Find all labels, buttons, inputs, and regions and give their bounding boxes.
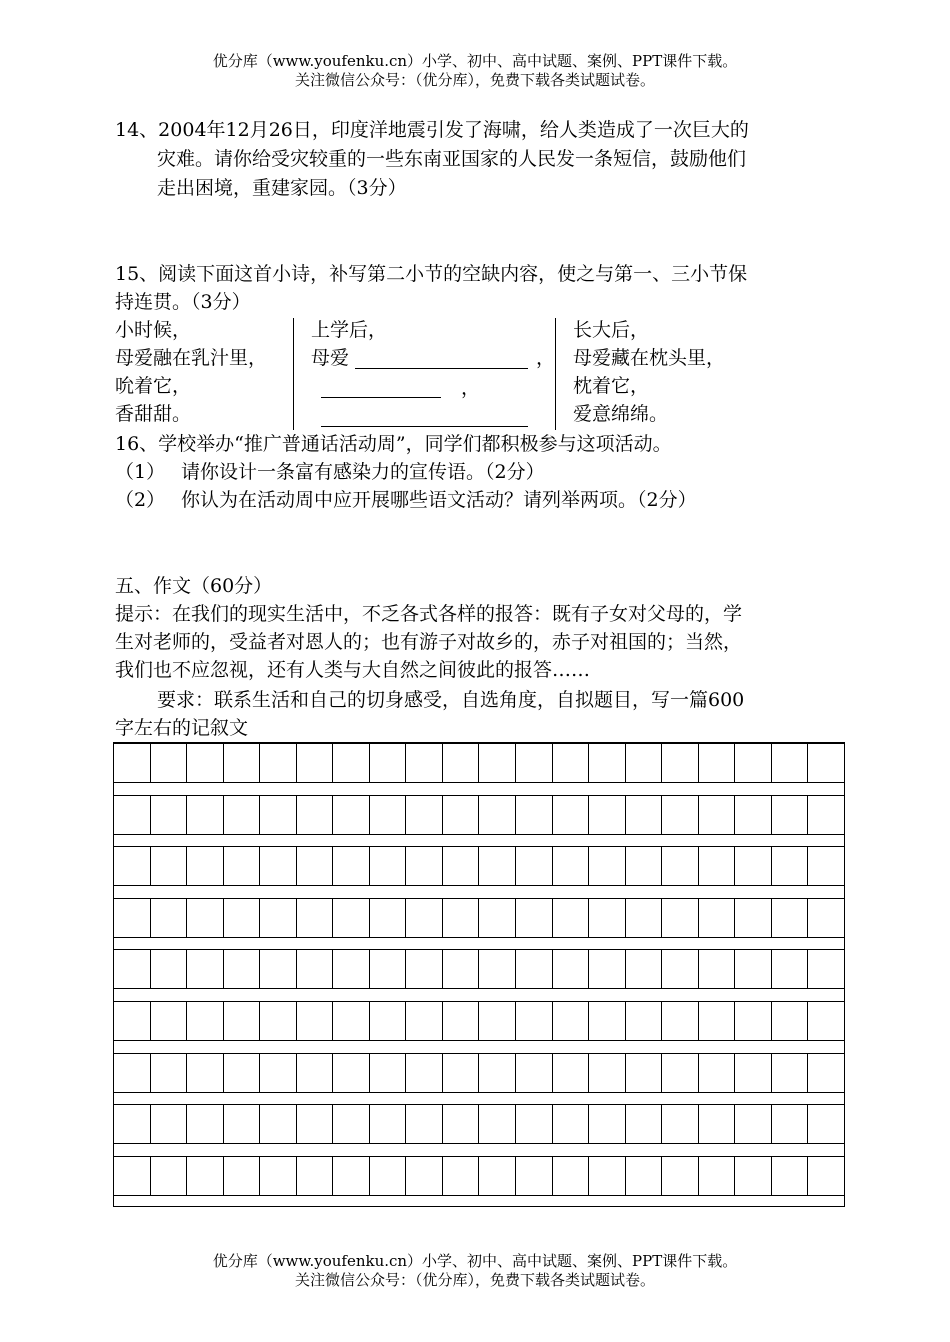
grid-cell[interactable] <box>808 1157 844 1195</box>
grid-cell[interactable] <box>699 847 736 885</box>
poem-col3-line-2: 母爱藏在枕头里， <box>573 347 726 369</box>
grid-row <box>114 795 844 835</box>
grid-cell[interactable] <box>772 847 809 885</box>
grid-cell[interactable] <box>151 899 188 937</box>
grid-cell[interactable] <box>662 847 699 885</box>
grid-cell[interactable] <box>443 1157 480 1195</box>
grid-cell[interactable] <box>333 1105 370 1143</box>
grid-cell[interactable] <box>333 847 370 885</box>
grid-cell[interactable] <box>626 1054 663 1092</box>
grid-cell[interactable] <box>151 796 188 834</box>
grid-cell[interactable] <box>553 744 590 782</box>
grid-cell[interactable] <box>406 1054 443 1092</box>
grid-cell[interactable] <box>553 1054 590 1092</box>
header-line-2: 关注微信公众号：（优分库），免费下载各类试题试卷。 <box>294 71 655 89</box>
q15-line-2: 持连贯。（3分） <box>115 291 251 313</box>
grid-cell[interactable] <box>479 950 516 988</box>
grid-cell[interactable] <box>151 950 188 988</box>
grid-cell[interactable] <box>662 744 699 782</box>
grid-cell[interactable] <box>662 1002 699 1040</box>
grid-cell[interactable] <box>260 1002 297 1040</box>
grid-cell[interactable] <box>260 1054 297 1092</box>
poem-divider-1 <box>293 318 294 430</box>
grid-cell[interactable] <box>735 847 772 885</box>
grid-cell[interactable] <box>808 950 844 988</box>
grid-cell[interactable] <box>406 1157 443 1195</box>
grid-cell[interactable] <box>260 1105 297 1143</box>
grid-cell[interactable] <box>808 744 844 782</box>
composition-requirement-line-1: 要求：联系生活和自己的切身感受，自选角度，自拟题目，写一篇600 <box>157 689 745 711</box>
composition-writing-grid[interactable] <box>113 742 845 1207</box>
grid-cell[interactable] <box>772 1157 809 1195</box>
q14-line-1: 14、2004年12月26日，印度洋地震引发了海啸，给人类造成了一次巨大的 <box>115 119 749 141</box>
grid-cell[interactable] <box>699 950 736 988</box>
grid-cell[interactable] <box>479 744 516 782</box>
grid-cell[interactable] <box>297 950 334 988</box>
poem-col3-line-3: 枕着它， <box>573 375 650 397</box>
grid-cell[interactable] <box>297 847 334 885</box>
grid-cell[interactable] <box>626 1002 663 1040</box>
grid-cell[interactable] <box>735 950 772 988</box>
grid-cell[interactable] <box>516 847 553 885</box>
poem-col2-line-2-prefix: 母爱 <box>311 347 350 369</box>
grid-cell[interactable] <box>370 950 407 988</box>
grid-cell[interactable] <box>224 796 261 834</box>
poem-col3-line-4: 爱意绵绵。 <box>573 403 669 425</box>
q16-item-2-text: 你认为在活动周中应开展哪些语文活动？请列举两项。（2分） <box>181 489 697 511</box>
grid-cell[interactable] <box>516 744 553 782</box>
grid-cell[interactable] <box>333 950 370 988</box>
grid-cell[interactable] <box>589 1105 626 1143</box>
grid-cell[interactable] <box>406 950 443 988</box>
grid-cell[interactable] <box>260 744 297 782</box>
grid-cell[interactable] <box>443 1054 480 1092</box>
grid-cell[interactable] <box>772 1105 809 1143</box>
grid-cell[interactable] <box>808 899 844 937</box>
grid-cell[interactable] <box>479 899 516 937</box>
grid-cell[interactable] <box>151 1157 188 1195</box>
poem-blank-3[interactable] <box>321 426 528 427</box>
grid-cell[interactable] <box>443 1002 480 1040</box>
poem-col1-line-2: 母爱融在乳汁里， <box>115 347 268 369</box>
poem-divider-2 <box>555 318 556 430</box>
grid-cell[interactable] <box>699 1157 736 1195</box>
grid-cell[interactable] <box>479 847 516 885</box>
poem-col2-line-1: 上学后， <box>311 319 388 341</box>
grid-cell[interactable] <box>662 899 699 937</box>
grid-cell[interactable] <box>114 847 151 885</box>
grid-cell[interactable] <box>589 1157 626 1195</box>
poem-blank-1[interactable] <box>355 368 528 369</box>
grid-cell[interactable] <box>224 847 261 885</box>
grid-cell[interactable] <box>333 796 370 834</box>
composition-hint-line-2: 生对老师的，受益者对恩人的；也有游子对故乡的，赤子对祖国的；当然， <box>115 631 743 653</box>
grid-cell[interactable] <box>151 744 188 782</box>
q15-line-1: 15、阅读下面这首小诗，补写第二小节的空缺内容，使之与第一、三小节保 <box>115 263 748 285</box>
grid-cell[interactable] <box>772 796 809 834</box>
grid-cell[interactable] <box>699 899 736 937</box>
grid-row <box>114 1001 844 1041</box>
grid-row <box>114 1053 844 1093</box>
grid-cell[interactable] <box>297 1105 334 1143</box>
grid-cell[interactable] <box>370 1002 407 1040</box>
q16-item-1-number: （1） <box>115 461 166 483</box>
poem-col2-line-2-suffix: ， <box>536 347 556 369</box>
grid-cell[interactable] <box>333 1054 370 1092</box>
grid-cell[interactable] <box>260 796 297 834</box>
grid-cell[interactable] <box>406 899 443 937</box>
grid-cell[interactable] <box>699 1105 736 1143</box>
grid-cell[interactable] <box>370 1054 407 1092</box>
grid-cell[interactable] <box>553 1157 590 1195</box>
q14-line-3: 走出困境，重建家园。（3分） <box>157 177 407 199</box>
grid-cell[interactable] <box>151 1105 188 1143</box>
grid-cell[interactable] <box>297 1002 334 1040</box>
grid-cell[interactable] <box>589 847 626 885</box>
grid-cell[interactable] <box>224 1157 261 1195</box>
grid-cell[interactable] <box>626 847 663 885</box>
poem-col3-line-1: 长大后， <box>573 319 650 341</box>
grid-cell[interactable] <box>333 1157 370 1195</box>
grid-cell[interactable] <box>662 1054 699 1092</box>
poem-col1-line-1: 小时候， <box>115 319 192 341</box>
grid-cell[interactable] <box>370 1157 407 1195</box>
q14-line-2: 灾难。请你给受灾较重的一些东南亚国家的人民发一条短信，鼓励他们 <box>157 148 747 170</box>
grid-cell[interactable] <box>370 1105 407 1143</box>
grid-cell[interactable] <box>187 1054 224 1092</box>
grid-cell[interactable] <box>333 1002 370 1040</box>
grid-cell[interactable] <box>406 1105 443 1143</box>
grid-cell[interactable] <box>479 1002 516 1040</box>
grid-cell[interactable] <box>333 899 370 937</box>
grid-cell[interactable] <box>735 796 772 834</box>
footer-line-2: 关注微信公众号：（优分库），免费下载各类试题试卷。 <box>294 1271 655 1289</box>
grid-cell[interactable] <box>297 1157 334 1195</box>
grid-cell[interactable] <box>735 1054 772 1092</box>
grid-cell[interactable] <box>735 1105 772 1143</box>
page-footer <box>0 1252 950 1290</box>
grid-cell[interactable] <box>260 1157 297 1195</box>
grid-cell[interactable] <box>406 796 443 834</box>
page-header <box>0 52 950 90</box>
grid-cell[interactable] <box>699 796 736 834</box>
grid-cell[interactable] <box>516 950 553 988</box>
grid-cell[interactable] <box>151 1054 188 1092</box>
composition-requirement-line-2: 字左右的记叙文 <box>115 717 249 739</box>
grid-cell[interactable] <box>808 1105 844 1143</box>
grid-cell[interactable] <box>260 899 297 937</box>
grid-cell[interactable] <box>516 1054 553 1092</box>
grid-row <box>114 898 844 938</box>
composition-hint-line-3: 我们也不应忽视，还有人类与大自然之间彼此的报答…… <box>115 659 591 681</box>
grid-cell[interactable] <box>443 1105 480 1143</box>
grid-cell[interactable] <box>808 847 844 885</box>
grid-cell[interactable] <box>735 899 772 937</box>
grid-cell[interactable] <box>443 899 480 937</box>
composition-hint-line-1: 提示：在我们的现实生活中，不乏各式各样的报答：既有子女对父母的，学 <box>115 603 743 625</box>
grid-cell[interactable] <box>114 1054 151 1092</box>
grid-cell[interactable] <box>772 744 809 782</box>
grid-cell[interactable] <box>224 1002 261 1040</box>
grid-cell[interactable] <box>114 1002 151 1040</box>
grid-cell[interactable] <box>626 796 663 834</box>
grid-cell[interactable] <box>114 950 151 988</box>
grid-cell[interactable] <box>114 899 151 937</box>
grid-cell[interactable] <box>479 1157 516 1195</box>
poem-col1-line-3: 吮着它， <box>115 375 192 397</box>
grid-cell[interactable] <box>772 899 809 937</box>
grid-cell[interactable] <box>662 796 699 834</box>
grid-cell[interactable] <box>735 1002 772 1040</box>
grid-cell[interactable] <box>808 796 844 834</box>
grid-cell[interactable] <box>151 1002 188 1040</box>
grid-row <box>114 846 844 886</box>
grid-cell[interactable] <box>114 744 151 782</box>
grid-cell[interactable] <box>443 796 480 834</box>
grid-cell[interactable] <box>626 899 663 937</box>
grid-cell[interactable] <box>260 847 297 885</box>
grid-cell[interactable] <box>772 950 809 988</box>
q16-item-2-number: （2） <box>115 489 166 511</box>
composition-title: 五、作文（60分） <box>115 575 273 597</box>
q16-item-1-text: 请你设计一条富有感染力的宣传语。（2分） <box>181 461 545 483</box>
grid-cell[interactable] <box>808 1054 844 1092</box>
grid-cell[interactable] <box>626 744 663 782</box>
grid-cell[interactable] <box>443 950 480 988</box>
grid-cell[interactable] <box>297 796 334 834</box>
grid-row <box>114 949 844 989</box>
grid-cell[interactable] <box>370 796 407 834</box>
grid-cell[interactable] <box>589 744 626 782</box>
grid-cell[interactable] <box>114 796 151 834</box>
grid-cell[interactable] <box>479 1105 516 1143</box>
grid-cell[interactable] <box>516 1105 553 1143</box>
grid-cell[interactable] <box>553 1105 590 1143</box>
grid-cell[interactable] <box>187 796 224 834</box>
grid-cell[interactable] <box>370 744 407 782</box>
grid-cell[interactable] <box>626 1105 663 1143</box>
grid-cell[interactable] <box>297 1054 334 1092</box>
grid-cell[interactable] <box>662 1105 699 1143</box>
grid-cell[interactable] <box>187 950 224 988</box>
grid-cell[interactable] <box>224 1105 261 1143</box>
grid-cell[interactable] <box>333 744 370 782</box>
grid-cell[interactable] <box>187 1002 224 1040</box>
q16-line-1: 16、学校举办“推广普通话活动周”，同学们都积极参与这项活动。 <box>115 433 672 455</box>
grid-cell[interactable] <box>699 1002 736 1040</box>
grid-cell[interactable] <box>626 950 663 988</box>
grid-cell[interactable] <box>699 1054 736 1092</box>
grid-cell[interactable] <box>553 899 590 937</box>
grid-cell[interactable] <box>516 899 553 937</box>
grid-cell[interactable] <box>151 847 188 885</box>
grid-cell[interactable] <box>187 1105 224 1143</box>
footer-line-1: 优分库（www.youfenku.cn）小学、初中、高中试题、案例、PPT课件下载。 <box>212 1252 738 1270</box>
grid-cell[interactable] <box>516 1002 553 1040</box>
grid-cell[interactable] <box>553 796 590 834</box>
grid-cell[interactable] <box>553 950 590 988</box>
grid-cell[interactable] <box>224 950 261 988</box>
grid-cell[interactable] <box>370 847 407 885</box>
grid-cell[interactable] <box>224 899 261 937</box>
grid-cell[interactable] <box>589 796 626 834</box>
grid-cell[interactable] <box>297 899 334 937</box>
grid-cell[interactable] <box>406 744 443 782</box>
poem-blank-2[interactable] <box>321 397 441 398</box>
grid-cell[interactable] <box>553 1002 590 1040</box>
grid-cell[interactable] <box>735 1157 772 1195</box>
grid-cell[interactable] <box>589 950 626 988</box>
grid-cell[interactable] <box>260 950 297 988</box>
grid-cell[interactable] <box>114 1157 151 1195</box>
grid-cell[interactable] <box>699 744 736 782</box>
grid-cell[interactable] <box>479 796 516 834</box>
grid-row <box>114 743 844 783</box>
grid-cell[interactable] <box>662 950 699 988</box>
grid-cell[interactable] <box>772 1002 809 1040</box>
grid-cell[interactable] <box>187 744 224 782</box>
grid-cell[interactable] <box>406 847 443 885</box>
grid-cell[interactable] <box>297 744 334 782</box>
grid-cell[interactable] <box>187 847 224 885</box>
grid-cell[interactable] <box>626 1157 663 1195</box>
grid-cell[interactable] <box>589 1002 626 1040</box>
grid-cell[interactable] <box>553 847 590 885</box>
grid-cell[interactable] <box>772 1054 809 1092</box>
grid-cell[interactable] <box>516 1157 553 1195</box>
grid-cell[interactable] <box>114 1105 151 1143</box>
grid-cell[interactable] <box>479 1054 516 1092</box>
poem-col1-line-4: 香甜甜。 <box>115 403 192 425</box>
header-line-1: 优分库（www.youfenku.cn）小学、初中、高中试题、案例、PPT课件下载。 <box>212 52 738 70</box>
grid-cell[interactable] <box>224 744 261 782</box>
grid-cell[interactable] <box>187 899 224 937</box>
poem-col2-line-3-suffix: ， <box>461 377 481 399</box>
grid-row <box>114 1104 844 1144</box>
grid-cell[interactable] <box>662 1157 699 1195</box>
grid-cell[interactable] <box>224 1054 261 1092</box>
grid-cell[interactable] <box>808 1002 844 1040</box>
grid-cell[interactable] <box>589 899 626 937</box>
grid-cell[interactable] <box>443 847 480 885</box>
grid-cell[interactable] <box>406 1002 443 1040</box>
grid-row <box>114 1156 844 1196</box>
grid-cell[interactable] <box>516 796 553 834</box>
grid-cell[interactable] <box>370 899 407 937</box>
grid-cell[interactable] <box>589 1054 626 1092</box>
grid-cell[interactable] <box>187 1157 224 1195</box>
grid-cell[interactable] <box>443 744 480 782</box>
grid-cell[interactable] <box>735 744 772 782</box>
